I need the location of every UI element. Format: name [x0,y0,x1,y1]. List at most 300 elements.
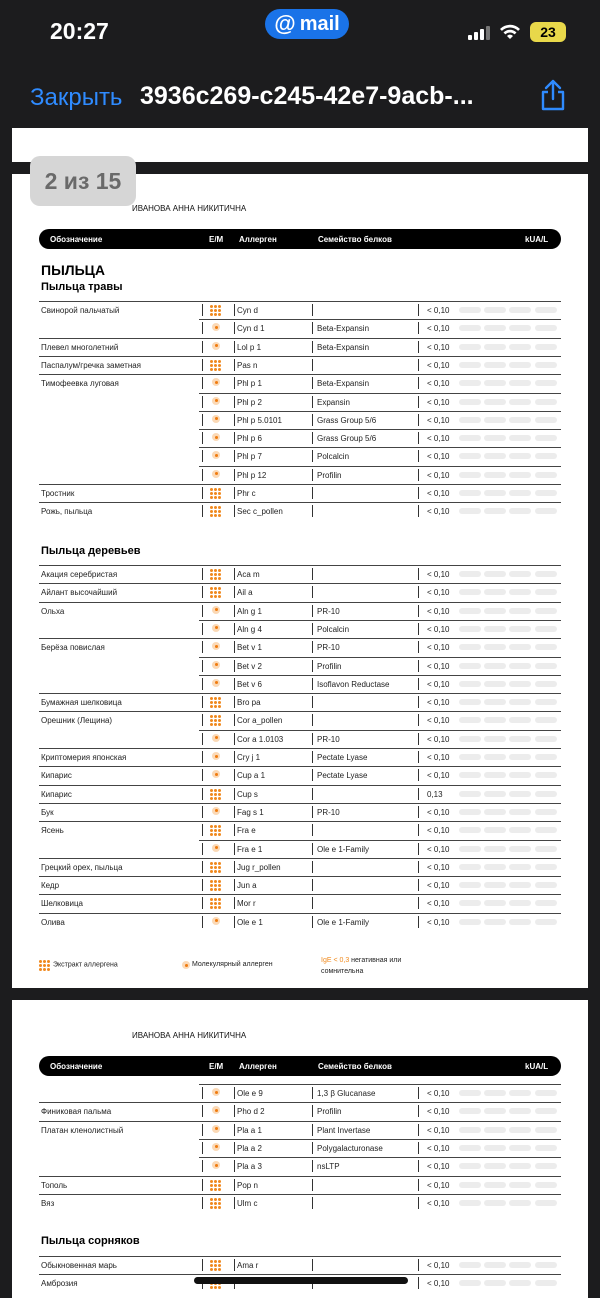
protein-family: Profilin [317,470,342,480]
scale-bar-segment [459,717,481,723]
scale-bar-segment [535,827,557,833]
result-value: < 0,10 [427,452,450,462]
row-divider [39,338,561,339]
scale-bar-segment [484,882,506,888]
scale-bar-segment [509,380,531,386]
header-em: E/M [209,235,224,244]
scale-bar-segment [509,681,531,687]
allergen-source-name: Криптомерия японская [41,753,127,762]
column-separator [312,1087,313,1099]
protein-family: Beta-Expansin [317,379,370,389]
column-separator [312,1105,313,1117]
molecular-icon [212,415,220,423]
column-separator [234,1259,235,1271]
section-title-pollen: ПЫЛЬЦА [41,262,105,278]
row-divider [39,565,561,566]
column-separator [418,359,419,371]
allergen-code: Pas n [237,360,258,370]
row-divider [39,766,561,767]
allergen-source-name: Обыкновенная марь [41,1261,117,1270]
column-separator [234,1197,235,1209]
column-separator [312,733,313,745]
column-separator [234,341,235,353]
column-separator [312,696,313,708]
allergen-code: Phl p 6 [237,434,262,444]
scale-bar-segment [459,1280,481,1286]
column-separator [312,1160,313,1172]
column-separator [202,1197,203,1209]
allergen-code: Sec c_pollen [237,507,283,517]
table-row [39,675,561,693]
header-family: Семейство белков [318,1062,392,1071]
result-value: < 0,10 [427,379,450,389]
row-divider [39,913,561,914]
result-value: < 0,10 [427,306,450,315]
molecular-icon [182,961,190,969]
header-em: E/M [209,1062,224,1071]
table-row [39,429,561,447]
scale-bar-segment [535,699,557,705]
allergen-source-name: Вяз [41,1198,55,1208]
column-separator [234,806,235,818]
column-separator [418,377,419,389]
scale-bar-segment [535,864,557,870]
column-separator [418,304,419,316]
scale-bar-segment [509,344,531,350]
scale-bar-segment [459,1090,481,1096]
result-value: < 0,10 [427,771,450,781]
table-row [39,894,561,912]
allergen-code: Lol p 1 [237,342,262,352]
scale-bar-segment [484,1280,506,1286]
allergen-code: Pop n [237,1180,258,1190]
result-value: < 0,10 [427,489,450,498]
allergen-source-name: Олива [41,917,65,927]
table-row [39,638,561,656]
legend-ige [321,955,401,977]
column-separator [418,1179,419,1191]
scale-bar-segment [484,1262,506,1268]
scale-bar-segment [509,1145,531,1151]
row-divider [199,393,561,394]
scale-bar-segment [535,1262,557,1268]
result-value: < 0,10 [427,716,450,726]
extract-icon [210,569,222,580]
protein-family: Ole e 1-Family [317,844,370,854]
scale-bar-segment [509,508,531,514]
scale-bar-segment [509,362,531,368]
allergen-code: Mor r [237,899,256,909]
column-separator [418,788,419,800]
scale-bar-segment [459,1127,481,1133]
result-value: < 0,10 [427,643,450,653]
scale-bar-segment [484,1163,506,1169]
table-row [39,565,561,583]
table-row [39,411,561,429]
column-separator [234,505,235,517]
row-divider [39,1256,561,1257]
column-separator [234,843,235,855]
column-separator [312,641,313,653]
scale-bar-segment [459,736,481,742]
allergen-code: Bet v 6 [237,679,262,689]
allergen-code: Aca m [237,570,260,579]
scale-bar-segment [535,325,557,331]
scale-bar-segment [535,846,557,852]
scale-bar-segment [509,827,531,833]
result-value: < 0,10 [427,1089,450,1098]
column-separator [234,641,235,653]
share-icon[interactable] [540,79,566,111]
column-separator [202,1087,203,1099]
column-separator [418,605,419,617]
scale-bar-segment [509,1163,531,1169]
column-separator [234,450,235,462]
table-row [39,711,561,729]
scale-bar-segment [484,626,506,632]
allergen-code: Jun a [237,881,257,891]
allergen-code: Phl p 7 [237,452,262,462]
column-separator [202,1179,203,1191]
column-separator [202,1124,203,1136]
scale-bar-segment [509,1127,531,1133]
table-row [39,748,561,766]
status-icons [468,22,566,42]
allergen-source-name: Бук [41,807,54,817]
scale-bar-segment [535,1200,557,1206]
row-divider [199,319,561,320]
scale-bar-segment [535,791,557,797]
header-unit: kUA/L [525,1062,549,1071]
column-separator [418,432,419,444]
column-separator [418,487,419,499]
battery-icon: 23 [530,22,566,42]
column-separator [312,788,313,800]
legend-extract [39,959,118,970]
scale-bar-segment [509,1280,531,1286]
allergen-source-name: Плевел многолетний [41,342,119,352]
column-separator [312,751,313,763]
row-divider [199,411,561,412]
table-row [39,1194,561,1212]
table-row [39,319,561,337]
protein-family: PR-10 [317,734,340,744]
allergen-code: Pla a 2 [237,1143,262,1153]
column-separator [312,586,313,598]
legend-negative: негативная или [351,957,402,964]
table-row [39,1102,561,1120]
result-value: < 0,10 [427,734,450,744]
molecular-icon [212,378,220,386]
column-separator [312,505,313,517]
extract-icon [210,898,222,909]
scale-bar-segment [484,472,506,478]
column-separator [234,586,235,598]
scale-bar-segment [484,1127,506,1133]
table-row [39,502,561,520]
result-value: < 0,10 [427,661,450,671]
scale-bar-segment [459,490,481,496]
allergen-code: Fra e 1 [237,844,263,854]
mail-pill[interactable] [265,9,349,39]
scale-bar-segment [535,900,557,906]
column-separator [234,751,235,763]
allergen-source-name: Тополь [41,1180,68,1190]
scale-bar-segment [484,1200,506,1206]
extract-icon [210,1260,222,1271]
allergen-source-name: Амброзия [41,1279,78,1289]
scale-bar-segment [509,399,531,405]
scale-bar-segment [509,663,531,669]
scale-bar-segment [459,453,481,459]
scale-bar-segment [459,754,481,760]
column-separator [418,769,419,781]
column-separator [234,1160,235,1172]
mail-pill-label: mail [299,12,340,35]
extract-icon [210,360,222,371]
molecular-icon [212,451,220,459]
clock: 20:27 [50,18,109,44]
column-separator [234,769,235,781]
column-separator [234,1105,235,1117]
row-divider [39,484,561,485]
column-separator [418,916,419,928]
molecular-icon [212,624,220,632]
allergen-code: Bro pa [237,698,261,708]
patient-name: ИВАНОВА АННА НИКИТИЧНА [132,204,247,213]
column-separator [312,322,313,334]
scale-bar-segment [509,1108,531,1114]
column-separator [234,861,235,873]
scale-bar-segment [509,453,531,459]
molecular-icon [212,734,220,742]
column-separator [234,469,235,481]
table-row [39,1084,561,1102]
scale-bar-segment [459,608,481,614]
table-row [39,858,561,876]
scale-bar-segment [535,1108,557,1114]
column-separator [312,396,313,408]
molecular-icon [212,1088,220,1096]
allergen-code: Fra e [237,826,256,836]
protein-family: Profilin [317,1107,342,1117]
column-separator [202,450,203,462]
allergen-code: Cor a 1.0103 [237,734,284,744]
scale-bar-segment [509,589,531,595]
column-separator [202,414,203,426]
table-header-page3 [39,1056,561,1076]
legend-extract-label: Экстракт аллергена [52,961,118,969]
molecular-icon [212,752,220,760]
scale-bar-segment [459,626,481,632]
molecular-icon [212,1125,220,1133]
allergen-source-name: Ясень [41,826,64,836]
allergen-code: Jug r_pollen [237,862,281,872]
column-separator [202,605,203,617]
scale-bar-segment [509,809,531,815]
column-separator [234,304,235,316]
column-separator [234,897,235,909]
scale-bar-segment [535,626,557,632]
column-separator [312,678,313,690]
scale-bar-segment [509,1200,531,1206]
scale-bar-segment [535,754,557,760]
scale-bar-segment [459,919,481,925]
result-value: < 0,10 [427,826,450,836]
scale-bar-segment [459,663,481,669]
table-row [39,484,561,502]
protein-family: Pectate Lyase [317,771,368,781]
row-divider [39,638,561,639]
column-separator [202,1142,203,1154]
scale-bar-segment [484,453,506,459]
scale-bar-segment [509,644,531,650]
column-separator [418,396,419,408]
scale-bar-segment [509,417,531,423]
column-separator [234,487,235,499]
row-divider [39,858,561,859]
molecular-icon [212,917,220,925]
scale-bar-segment [535,417,557,423]
extract-icon [210,880,222,891]
scale-bar-segment [535,571,557,577]
header-allergen: Аллерген [239,1062,277,1071]
column-separator [202,696,203,708]
column-separator [312,897,313,909]
scale-bar-segment [484,307,506,313]
allergen-source-name: Ольха [41,606,65,616]
column-separator [312,824,313,836]
column-separator [202,1259,203,1271]
column-separator [418,1160,419,1172]
scale-bar-segment [484,791,506,797]
scale-bar-segment [459,344,481,350]
allergen-code: Bet v 2 [237,661,262,671]
column-separator [202,623,203,635]
extract-icon [210,825,222,836]
allergen-source-name: Тимофеевка луговая [41,379,119,389]
allergen-code: Phl p 12 [237,470,267,480]
scale-bar-segment [535,717,557,723]
scale-bar-segment [459,791,481,797]
row-divider [39,711,561,712]
column-separator [418,469,419,481]
allergen-source-name: Акация серебристая [41,570,118,579]
close-button[interactable]: Закрыть [30,84,123,111]
column-separator [234,879,235,891]
scale-bar-segment [535,490,557,496]
scale-bar-segment [535,681,557,687]
allergen-code: Cup s [237,789,258,799]
allergen-code: Ail a [237,588,253,598]
allergen-code: Pho d 2 [237,1107,265,1117]
scale-bar-segment [459,1200,481,1206]
scale-bar-segment [459,399,481,405]
molecular-icon [212,397,220,405]
table-row [39,620,561,638]
legend-ige-threshold: IgE < 0,3 [321,957,350,964]
protein-family: Grass Group 5/6 [317,434,377,444]
section-title-grass: Пыльца травы [41,281,123,293]
result-value: < 0,10 [427,470,450,480]
column-separator [312,377,313,389]
column-separator [202,377,203,389]
scale-bar-segment [535,809,557,815]
table-row [39,821,561,839]
table-row [39,356,561,374]
document-title: 3936c269-c245-42e7-9acb-... [140,82,474,110]
column-separator [202,469,203,481]
column-separator [202,396,203,408]
scale-bar-segment [535,644,557,650]
result-value: < 0,10 [427,1198,450,1208]
scale-bar-segment [535,1280,557,1286]
protein-family: nsLTP [317,1162,340,1172]
legend-molecular [182,960,273,968]
scale-bar-segment [509,472,531,478]
column-separator [202,916,203,928]
molecular-icon [212,770,220,778]
extract-icon [210,789,222,800]
column-separator [202,861,203,873]
column-separator [202,788,203,800]
column-separator [418,1124,419,1136]
protein-family: Beta-Expansin [317,324,370,334]
row-divider [39,894,561,895]
scale-bar-segment [484,919,506,925]
row-divider [39,356,561,357]
scale-bar-segment [484,864,506,870]
result-value: < 0,10 [427,1107,450,1117]
scale-bar-segment [509,882,531,888]
protein-family: Plant Invertase [317,1125,371,1135]
column-separator [234,733,235,745]
table-header [39,229,561,249]
result-value: < 0,10 [427,679,450,689]
molecular-icon [212,1106,220,1114]
column-separator [312,304,313,316]
allergen-code: Phl p 5.0101 [237,415,282,425]
column-separator [418,450,419,462]
row-divider [39,821,561,822]
result-value: < 0,10 [427,588,450,598]
table-row [39,840,561,858]
allergen-source-name: Грецкий орех, пыльца [41,862,123,872]
result-value: < 0,10 [427,570,450,579]
column-separator [312,359,313,371]
extract-icon [210,715,222,726]
protein-family: Polcalcin [317,624,350,634]
scale-bar-segment [459,882,481,888]
column-separator [418,623,419,635]
molecular-icon [212,1161,220,1169]
row-divider [39,693,561,694]
column-separator [418,733,419,745]
column-separator [202,432,203,444]
section-title-trees: Пыльца деревьев [41,545,141,557]
column-separator [234,377,235,389]
scale-bar-segment [535,508,557,514]
table-row [39,1139,561,1157]
row-divider [199,466,561,467]
row-divider [39,748,561,749]
result-value: < 0,10 [427,862,450,872]
row-divider [199,429,561,430]
table-row [39,693,561,711]
row-divider [39,785,561,786]
result-value: < 0,10 [427,606,450,616]
allergen-source-name: Орешник (Лещина) [41,716,113,726]
